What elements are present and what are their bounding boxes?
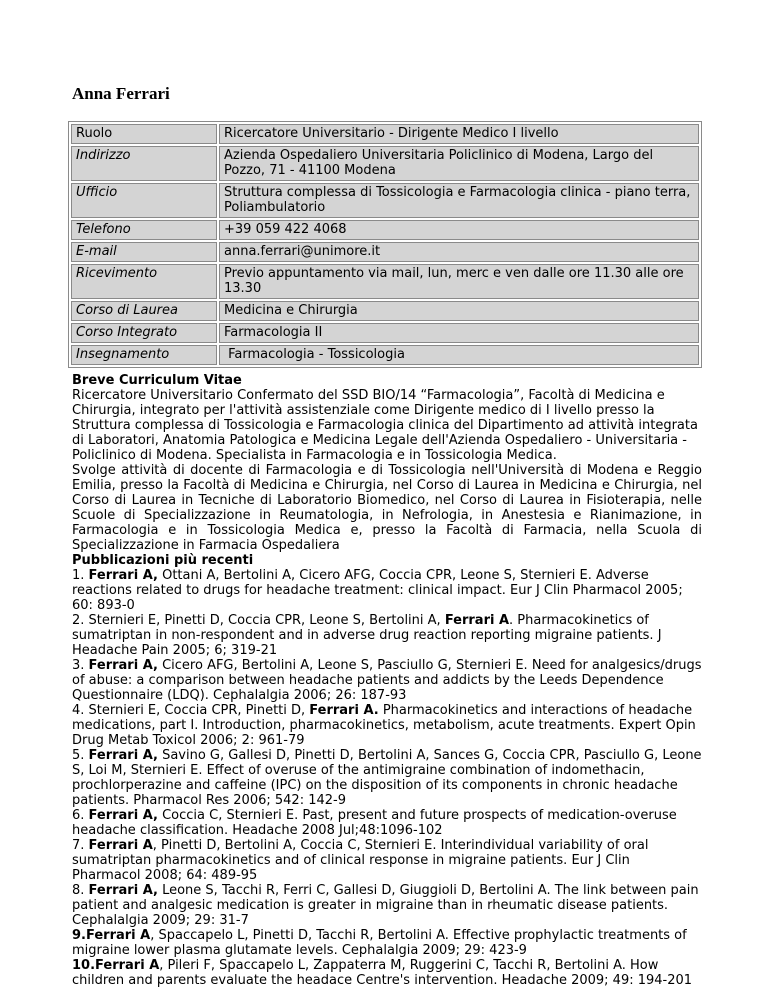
publication-text: Cicero AFG, Bertolini A, Leone S, Pasciullo G, Sternieri E. Need for analgesics/drugs of abuse: a comparison between headache patients and addicts by the Leeds Dependence Questionnaire (LDQ). Cephalalgia 2006; 26: 187-93 [72, 658, 702, 703]
publication-text: , Spaccapelo L, Pinetti D, Tacchi R, Bertolini A. Effective prophylactic treatments of migraine lower plasma glutamate levels. Cephalalgia 2009; 29: 423-9 [72, 928, 687, 958]
profile-table [68, 121, 702, 368]
publication-item [72, 568, 702, 613]
publication-author-bold: Ferrari A [88, 838, 153, 853]
curriculum-paragraph-2: Svolge attività di docente di Farmacologia e di Tossicologia nell'Università di Modena e Reggio Emilia, presso la Facoltà di Medicina e Chirurgia, nel Corso di Laurea in Medicina e Chirurgia, nel Corso di Laurea in Tecniche di Laboratorio Biomedico, nel Corso di Laurea in Fisioterapia, nelle Scuole di Specializzazione in Reumatologia, in Nefrologia, in Anestesia e Rianimazione, in Farmacologia e in Tossicologia Medica e, presso la Facoltà di Farmacia, nella Scuola di Specializzazione in Farmacia Ospedaliera [72, 463, 702, 553]
profile-row [71, 323, 699, 343]
publication-text: Savino G, Gallesi D, Pinetti D, Bertolini A, Sances G, Coccia CPR, Pasciullo G, Leone S, Loi M, Sternieri E. Effect of overuse of the antimigraine combination of indomethacin, prochlorperazine and caffeine (IPC) on the disposition of its components in chronic headache patients. Pharmacol Res 2006; 542: 142-9 [72, 748, 702, 808]
profile-row [71, 264, 699, 299]
publication-item [72, 703, 702, 748]
profile-value: Azienda Ospedaliero Universitaria Policlinico di Modena, Largo del Pozzo, 71 - 41100 Modena [219, 146, 699, 181]
publication-item [72, 883, 702, 928]
publication-text: , Pinetti D, Bertolini A, Coccia C, Sternieri E. Interindividual variability of oral sumatriptan pharmacokinetics and of clinical response in migraine patients. Eur J Clin Pharmacol 2008; 64: 489-95 [72, 838, 649, 883]
profile-value: +39 059 422 4068 [219, 220, 699, 240]
publication-text: 7. [72, 838, 89, 853]
curriculum-heading: Breve Curriculum Vitae [72, 373, 242, 388]
profile-row [71, 220, 699, 240]
publication-author-bold: 10.Ferrari A [72, 958, 160, 973]
profile-row [71, 242, 699, 262]
profile-label: Corso di Laurea [71, 301, 217, 321]
profile-row [71, 345, 699, 365]
profile-value: Medicina e Chirurgia [219, 301, 699, 321]
publication-text: Coccia C, Sternieri E. Past, present and future prospects of medication-overuse headache classification. Headache 2008 Jul;48:1096-102 [72, 808, 677, 838]
publication-author-bold: Ferrari A, [88, 568, 158, 583]
publication-text: , Pileri F, Spaccapelo L, Zappaterra M, Ruggerini C, Tacchi R, Bertolini A. How children and parents evaluate the headace Centre's intervention. Headache 2009; 49: 194-201 [72, 958, 693, 988]
profile-value: Farmacologia II [219, 323, 699, 343]
publication-item [72, 658, 702, 703]
publication-text: 1. [72, 568, 89, 583]
profile-label: Insegnamento [71, 345, 217, 365]
profile-value: anna.ferrari@unimore.it [219, 242, 699, 262]
profile-value: Farmacologia - Tossicologia [219, 345, 699, 365]
publications-heading: Pubblicazioni più recenti [72, 553, 254, 568]
profile-label: Ufficio [71, 183, 217, 218]
profile-label: Indirizzo [71, 146, 217, 181]
publication-text: 3. [72, 658, 89, 673]
profile-row [71, 301, 699, 321]
publication-author-bold: 9.Ferrari A [72, 928, 151, 943]
profile-value: Ricercatore Universitario - Dirigente Medico I livello [219, 124, 699, 144]
publication-author-bold: Ferrari A [444, 613, 510, 628]
publication-item [72, 928, 702, 958]
publication-item [72, 838, 702, 883]
profile-label: Ricevimento [71, 264, 217, 299]
publication-text: . Pharmacokinetics of sumatriptan in non-respondent and in adverse drug reaction reporting migraine patients. J Headache Pain 2005; 6; 319-21 [72, 613, 662, 658]
publication-author-bold: Ferrari A, [88, 658, 158, 673]
publication-text: Leone S, Tacchi R, Ferri C, Gallesi D, Giuggioli D, Bertolini A. The link between pain patient and analgesic medication is greater in migraine than in rheumatic disease patients. Cephalalgia 2009; 29: 31-7 [72, 883, 699, 928]
curriculum-paragraph-1: Ricercatore Universitario Confermato del SSD BIO/14 “Farmacologia”, Facoltà di Medicina e Chirurgia, integrato per l'attività assistenziale come Dirigente medico di I livello presso la Struttura complessa di Tossicologia e Farmacologia clinica del Dipartimento ad attività integrata di Laboratori, Anatomia Patologica e Medicina Legale dell'Azienda Ospedaliero - Universitaria - Policlinico di Modena. Specialista in Farmacologia e in Tossicologia Medica. [72, 388, 698, 463]
profile-value: Struttura complessa di Tossicologia e Farmacologia clinica - piano terra, Poliambulatorio [219, 183, 699, 218]
profile-row [71, 146, 699, 181]
publication-item [72, 613, 702, 658]
publication-item [72, 748, 702, 808]
publication-text: Pharmacokinetics and interactions of headache medications, part I. Introduction, pharmacokinetics, metabolism, acute treatments. Expert Opin Drug Metab Toxicol 2006; 2: 961-79 [72, 703, 696, 748]
publication-author-bold: Ferrari A, [88, 883, 158, 898]
profile-label: Ruolo [71, 124, 217, 144]
publications-list [72, 568, 702, 988]
publication-author-bold: Ferrari A, [88, 808, 158, 823]
publication-item [72, 958, 702, 988]
publication-text: 4. Sternieri E, Coccia CPR, Pinetti D, [72, 703, 310, 718]
page-title: Anna Ferrari [72, 84, 170, 103]
publication-author-bold: Ferrari A. [309, 703, 379, 718]
profile-label: E-mail [71, 242, 217, 262]
publication-text: 2. Sternieri E, Pinetti D, Coccia CPR, Leone S, Bertolini A, [72, 613, 445, 628]
publication-text: 6. [72, 808, 89, 823]
publication-author-bold: Ferrari A, [88, 748, 158, 763]
profile-value: Previo appuntamento via mail, lun, merc e ven dalle ore 11.30 alle ore 13.30 [219, 264, 699, 299]
publication-text: 5. [72, 748, 89, 763]
profile-label: Corso Integrato [71, 323, 217, 343]
profile-row [71, 124, 699, 144]
profile-table-body [71, 124, 699, 365]
text-block [72, 373, 702, 988]
publication-item [72, 808, 702, 838]
profile-label: Telefono [71, 220, 217, 240]
publication-text: Ottani A, Bertolini A, Cicero AFG, Coccia CPR, Leone S, Sternieri E. Adverse reactions related to drugs for headache treatment: clinical impact. Eur J Clin Pharmacol 2005; 60: 893-0 [72, 568, 683, 613]
profile-row [71, 183, 699, 218]
publication-text: 8. [72, 883, 89, 898]
